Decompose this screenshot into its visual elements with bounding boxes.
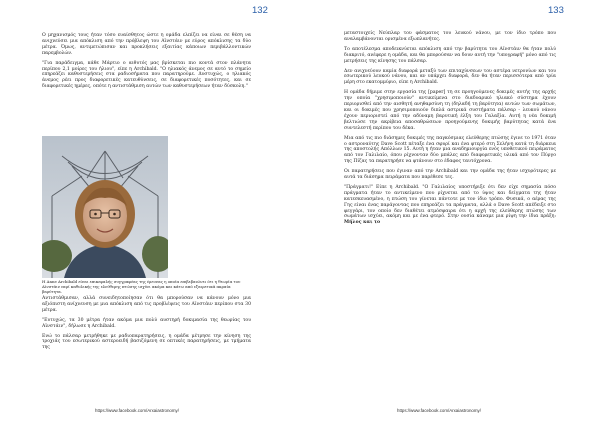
paragraph: Αντιστάθμισαν, αλλά συνειδητοποίησαν ότι θα μπορούσαν να κάνουν μόνο μια αξιόπιστη ανίχνευση με μια απόκλιση από τις προβλέψεις του Αϊνστάιν περίπου στα 30 μέτρα. [42, 296, 251, 313]
paragraph: Οι παρατηρήσεις που έγιναν από την Archibald και την ομάδα της ήταν ισχυρότερες με αυτά τα διάσημα πειράματα που παρέθεσε τες. [344, 169, 556, 181]
page-number-left: 132 [252, 5, 268, 16]
right-text [344, 31, 556, 230]
portrait-photo [42, 136, 168, 278]
photo-caption: Η Anne Archibald είναι επικεφαλής συγγραφέας της έρευνας η οποία επιβεβαιώνει ότι η θεωρία του Αϊνστάιν περί καθολικής της ελεύθερης πτώσης ισχύει ακόμα και κάτω από εξαιρετικά ακραία βαρύτητα. [42, 279, 241, 294]
footer-link-left[interactable]: https://www.facebook.com/Arxaiastronomy/ [95, 408, 179, 413]
footer-link-right[interactable]: https://www.facebook.com/Arxaiastronomy/ [397, 408, 481, 413]
paragraph: Ο μηχανισμός τους ήταν τόσο ευαίσθητος ώστε η ομάδα ελπίζει να είναι σε θέση να ανιχνεύσει μια απόκλιση από την πρόβλεψη του Αϊνστάιν με εύρος απόκλισης τα δύο μέτρα. Όμως, αντιμετώπισαν και προκλήσεις εξαιτίας κάποιων περιβάλλοντικών παρεμβολών. [42, 33, 251, 56]
page-number-right: 133 [548, 5, 564, 16]
paragraph: "Ευτυχώς, τα 30 μέτρα ήταν ακόμα μια πολύ αυστηρή δοκιμασία της θεωρίας του Αϊνστάιν", δήλωσε η Archibald. [42, 317, 251, 329]
left-text-bottom [42, 296, 251, 355]
paragraph: "Για παράδειγμα, κάθε Μάρτιο ο αιθυτός μας βρίσκεται πιο κοντά στον πλάνητα περίπου 2,1 μοίρες του ήλιου", είπε η Archibald. "Ο ηλιακός άνεμος σε αυτό το σημείο επηρεάζει καθυστερήσεις στα ραδιοσήματα που παρατηρούμε. Δυστυχώς, ο ηλιακός άνεμος ρέει προς διαφορετικές κατευθύνσεις, σε διαφορετικές ποσότητες, και σε διαφορετικές ημέρες, οπότε η αντιστάθμιση αυτών των καθυστερήσεων ήταν δύσκολη." [42, 60, 251, 90]
paragraph: Ενώ το πάλσαρ μετρήθηκε με ραδιοπαρατηρήσεις, η ομάδα μέτρησε την κίνηση της τροχιάς του εσωτερικού αστεροειδή βασιζόμενη σε οπτικές παρατηρήσεις, με τμήματα της [42, 333, 251, 351]
paragraph: Μια από τις πιο διάσημες δοκιμές της παγκόσμιας ελεύθερης πτώσης έγινε το 1971 όταν ο αστροναύτης Dave Scott πέταξε ένα σφυρί και ένα φτερό στη Σελήνη κατά τη διάρκεια της αποστολής Απόλλων 15. Αυτή η ήταν μια αναδημιουργία ενός υποθετικού πειράματος από τον Γαλιλαίο, όπου ρίχνονταν δύο μπάλες από διαφορετικές υλικά από τον Πύργο της Πίζας τα παρατηρήσε να φτάνουν στο έδαφος ταυτόχρονα. [344, 135, 556, 165]
paragraph-last: "Πράγματι!" Είπε η Archibald. "Ο Γαλιλαίος υποστήριξε ότι δεν είχε σημασία πόσο πράγματα ήταν το αντικείμενο που ρίχνεται από το ύψος και δείγματα της ήταν κατεσκευασμένο, η πτώση του γίνεται πάντοτε με τον ίδιο τρόπο. Φυσικά, ο αέρας της Γης είναι ένας παράγοντας που επηρεάζει τα πράγματα, αλλά ο Dave Scott απέδειξε στο φεγγάρι, τον οποίο δεν διαθέτει ατμόσφαιρα ότι η αρχή της ελεύθερης πτώσης των σωμάτων ισχύει, ακόμη και με ένα φτερό. Στην ουσία κάναμε μια ρίψη την ίδια πράξη: Μήλος και το [344, 184, 556, 226]
paragraph: Το αποτέλεσμα αποδεικνύεται απόκλιση από την βαρύτητα του Αϊνστάιν θα ήταν πολύ διακριτό, ανέφερε η ομάδα, και θα μπορούσαν να δουν αυτή την "υπογραφή" μόνο από τις μετρήσεις της κίνησης του πάλσαρ. [344, 46, 556, 64]
paragraph: Η ομάδα δήμιμε στην εργασία της [paper] τη σε προηγούμενες δοκιμές αυτής της αρχής την οποία "χρησιμοποιούν" αντικείμενα στο διαδυαρικό ηλιακό σύστημα έχουν περιορισθεί από την αισθητή ανηθαρσύνη τη (δηλαδή τη βαρύτητα) αυτών των σωμάτων, και οι δοκιμές που χρησιμοποιούν διπλά αστρικά συστήματα πάλσαρ - λευκού νάνου έχουν περιοριστεί από την αδύναμη βαρυτική έλξη του Γαλαξία. Αυτή η νέα δοκιμή βελτιώσε την ακρίβεια αποσαθρώσεων προηγούμενης δοκιμής βαρύτητας κατά ένα συντελεστή περίπου του δέκα. [344, 90, 556, 131]
paragraph: μεταστοιχείς Νεύπλαρ του φάσματος του λευκού νάνου, με τον ίδιο τρόπο που αναλαμβάνονται ορισμένα εξωπλανήτες. [344, 31, 556, 42]
right-page [300, 0, 600, 424]
bold-phrase: Μήλος και το [344, 220, 381, 226]
paragraph: Δεν ανιχνεύουν καμία διαφορά μεταξύ των επιταχύνσεων του αστέρα νετρονίων και του εσωτερικού λευκού νάνου, και αν υπάρχει διαφορά, δεν θα ήταν περισσότερα από τρία μέρη στο εκατομμύριο, είπε η Archibald. [344, 68, 556, 86]
left-text-top [42, 33, 251, 94]
